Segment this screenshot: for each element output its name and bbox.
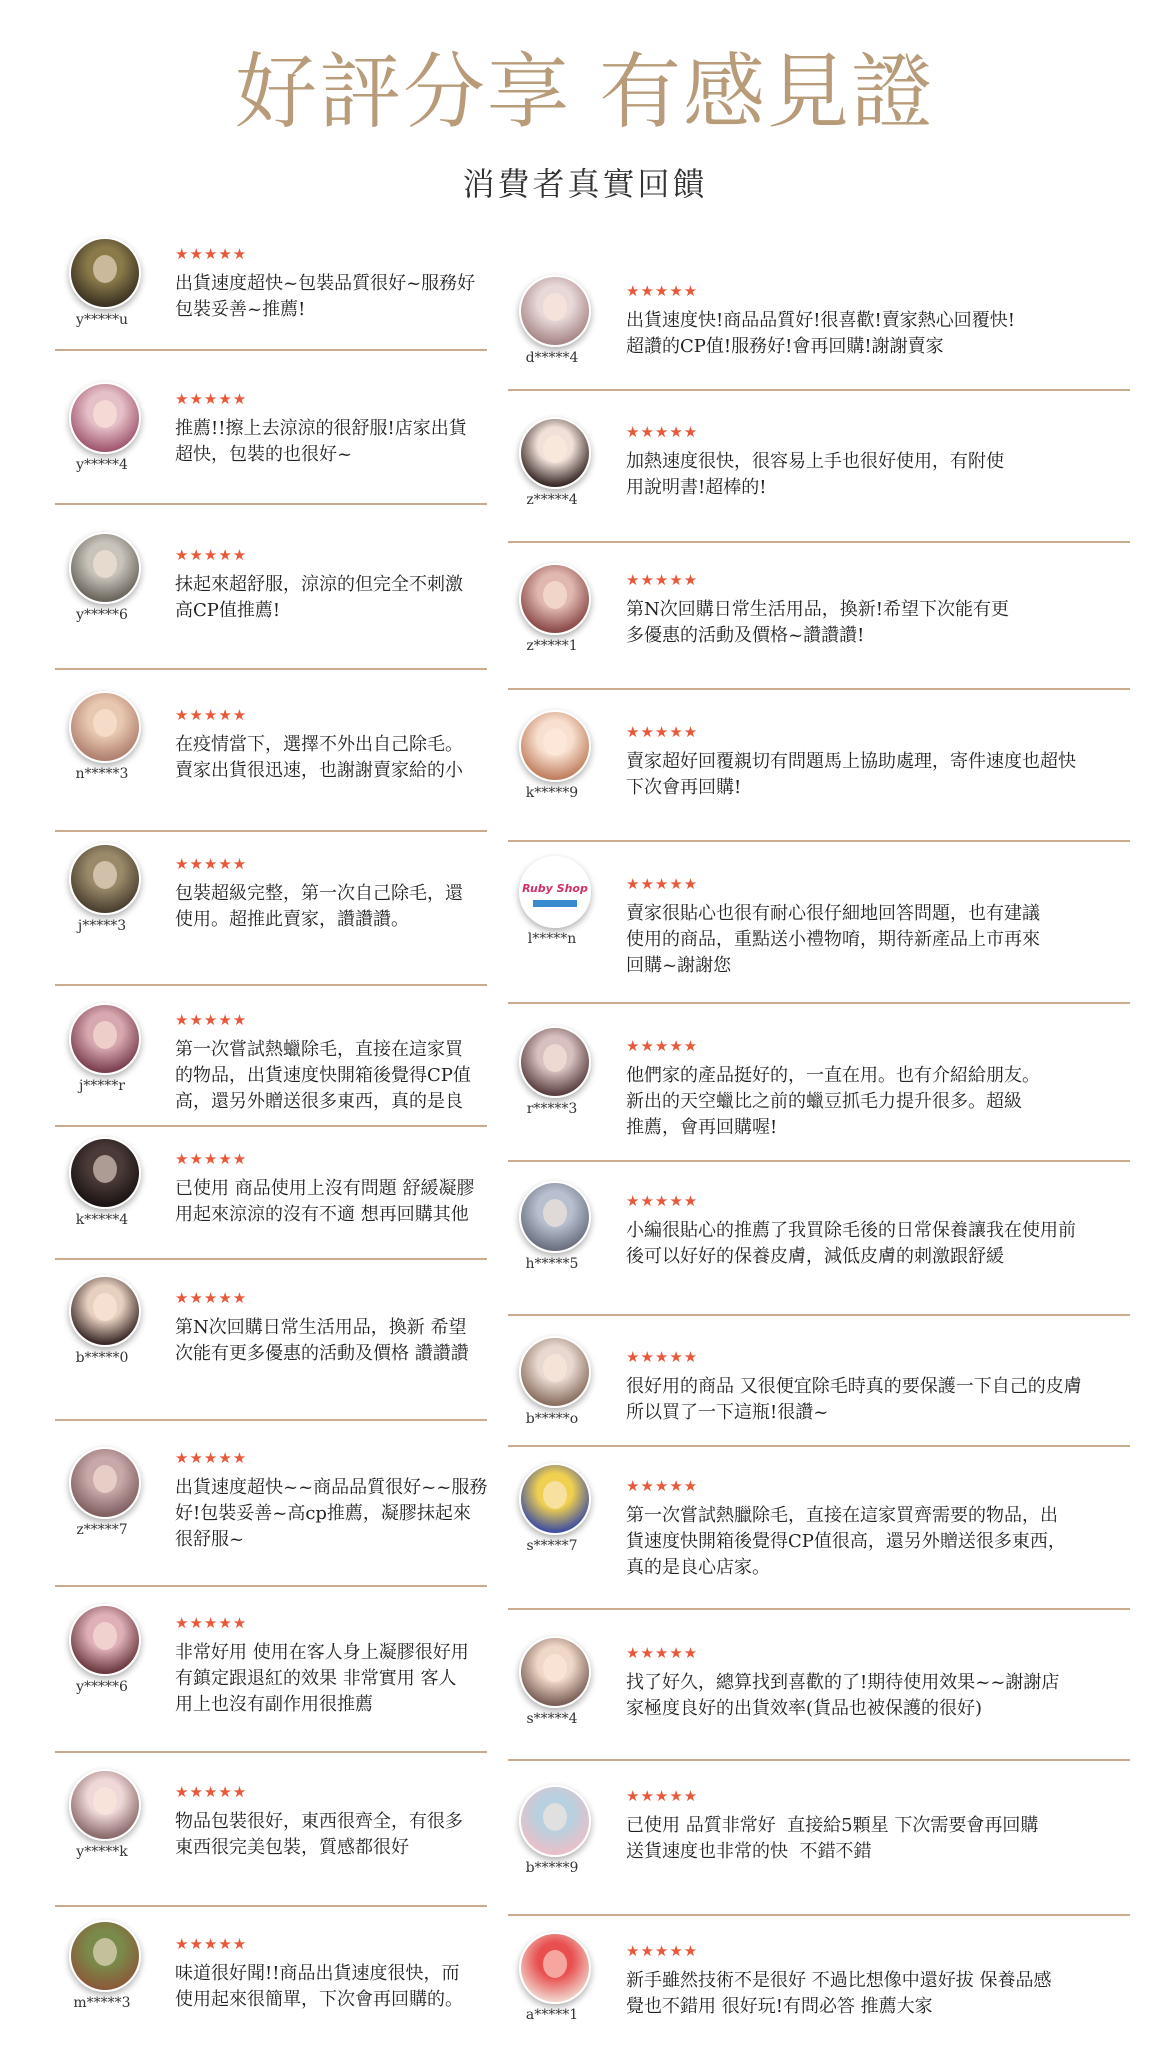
portrait-shape <box>543 435 567 463</box>
user-avatar-icon <box>521 565 589 633</box>
user-avatar-icon <box>521 1465 589 1533</box>
avatar <box>69 1003 141 1075</box>
avatar <box>519 710 591 782</box>
avatar <box>69 237 141 309</box>
avatar <box>69 1137 141 1209</box>
star-rating: ★★★★★ <box>626 723 699 741</box>
star-rating: ★★★★★ <box>626 1037 699 1055</box>
portrait-shape <box>543 1354 567 1382</box>
review-text-line: 新手雖然技術不是很好 不過比想像中還好拔 保養品感 <box>626 1970 1052 1991</box>
review-text-line: 新出的天空蠟比之前的蠟豆抓毛力提升很多。超級 <box>626 1091 1022 1112</box>
portrait-shape <box>543 1950 567 1978</box>
user-avatar-icon <box>71 1005 139 1073</box>
review-card <box>508 1761 1130 1916</box>
avatar <box>69 1275 141 1347</box>
review-card <box>508 1162 1130 1316</box>
review-text-line: 所以買了一下這瓶!很讚~ <box>626 1402 829 1423</box>
avatar <box>519 1785 591 1857</box>
star-rating: ★★★★★ <box>175 1935 248 1953</box>
reviewer-name: b*****o <box>525 1411 579 1427</box>
user-avatar-icon <box>71 693 139 761</box>
star-rating: ★★★★★ <box>626 1348 699 1366</box>
review-card <box>55 832 487 986</box>
star-rating: ★★★★★ <box>175 1449 248 1467</box>
review-text-line: 包裝超級完整，第一次自己除毛，還 <box>175 883 463 904</box>
review-text-line: 用上也沒有副作用很推薦 <box>175 1694 373 1715</box>
review-text-line: 東西很完美包裝，質感都很好 <box>175 1837 409 1858</box>
review-text-line: 超讚的CP值!服務好!會再回購!謝謝賣家 <box>626 336 944 357</box>
reviewer-name: s*****4 <box>526 1711 578 1727</box>
review-text-line: 高CP值推薦! <box>175 600 281 621</box>
review-text-line: 用說明書!超棒的! <box>626 477 767 498</box>
portrait-shape <box>93 400 117 428</box>
reviewer-name: j*****r <box>78 1078 126 1094</box>
star-rating: ★★★★★ <box>175 245 248 263</box>
portrait-shape <box>543 728 567 756</box>
review-text-line: 多優惠的活動及價格~讚讚讚! <box>626 625 865 646</box>
review-text-line: 小編很貼心的推薦了我買除毛後的日常保養讓我在使用前 <box>626 1220 1076 1241</box>
review-card <box>55 225 487 351</box>
user-avatar-icon <box>521 858 589 926</box>
review-text-line: 第一次嘗試熱臘除毛，直接在這家買齊需要的物品，出 <box>626 1505 1058 1526</box>
review-divider <box>55 349 487 351</box>
review-text-line: 好!包裝妥善~高cp推薦，凝膠抹起來 <box>175 1503 471 1524</box>
avatar <box>69 532 141 604</box>
review-card <box>55 1753 487 1907</box>
reviewer-name: s*****7 <box>526 1538 578 1554</box>
review-text-line: 真的是良心店家。 <box>626 1557 770 1578</box>
portrait-shape <box>543 1654 567 1682</box>
user-avatar-icon <box>521 712 589 780</box>
review-card <box>508 1447 1130 1610</box>
avatar <box>69 843 141 915</box>
review-text-line: 已使用 商品使用上沒有問題 舒緩凝膠 <box>175 1178 475 1199</box>
review-text-line: 已使用 品質非常好 直接給5顆星 下次需要會再回購 <box>626 1815 1039 1836</box>
review-text-line: 出貨速度超快~包裝品質很好~服務好 <box>175 273 476 294</box>
avatar <box>519 1932 591 2004</box>
review-card <box>55 1587 487 1753</box>
star-rating: ★★★★★ <box>626 1787 699 1805</box>
user-avatar-icon <box>521 1787 589 1855</box>
avatar <box>69 1769 141 1841</box>
review-divider <box>55 668 487 670</box>
review-text-line: 找了好久，總算找到喜歡的了!期待使用效果~~謝謝店 <box>626 1672 1060 1693</box>
portrait-shape <box>543 1481 567 1509</box>
review-text-line: 賣家超好回覆親切有問題馬上協助處理，寄件速度也超快 <box>626 751 1076 772</box>
review-text-line: 家極度良好的出貨效率(貨品也被保護的很好) <box>626 1698 983 1719</box>
review-text-line: 賣家出貨很迅速，也謝謝賣家給的小 <box>175 760 463 781</box>
avatar <box>69 1604 141 1676</box>
portrait-shape <box>543 293 567 321</box>
star-rating: ★★★★★ <box>626 1192 699 1210</box>
review-text-line: 推薦，會再回購喔! <box>626 1117 778 1138</box>
review-text-line: 加熱速度很快，很容易上手也很好使用，有附使 <box>626 451 1004 472</box>
page-title: 好評分享 有感見證 <box>234 45 936 140</box>
review-text-line: 第N次回購日常生活用品，換新!希望下次能有更 <box>626 599 1009 620</box>
review-text-line: 味道很好聞!!商品出貨速度很快，而 <box>175 1963 460 1984</box>
page-subtitle: 消費者真實回饋 <box>462 165 708 203</box>
review-text-line: 包裝妥善~推薦! <box>175 299 306 320</box>
reviewer-name: d*****4 <box>525 350 579 366</box>
portrait-shape <box>543 1199 567 1227</box>
user-avatar-icon <box>521 1183 589 1251</box>
user-avatar-icon <box>71 534 139 602</box>
reviewer-name: k*****4 <box>75 1212 129 1228</box>
star-rating: ★★★★★ <box>626 1942 699 1960</box>
review-text-line: 下次會再回購! <box>626 777 742 798</box>
review-text-line: 送貨速度也非常的快 不錯不錯 <box>626 1841 872 1862</box>
review-text-line: 使用起來很簡單，下次會再回購的。 <box>175 1989 463 2010</box>
review-text-line: 次能有更多優惠的活動及價格 讚讚讚 <box>175 1343 469 1364</box>
star-rating: ★★★★★ <box>175 1614 248 1632</box>
left-review-column <box>55 225 487 2058</box>
avatar <box>519 563 591 635</box>
review-text-line: 出貨速度超快~~商品品質很好~~服務 <box>175 1477 487 1498</box>
reviewer-name: a*****1 <box>525 2007 579 2023</box>
reviewer-name: y*****u <box>76 312 128 328</box>
review-card <box>55 1907 487 2058</box>
portrait-shape <box>93 861 117 889</box>
review-card <box>508 1316 1130 1447</box>
reviewer-name: b*****9 <box>525 1860 579 1876</box>
avatar <box>519 417 591 489</box>
reviewer-name: k*****9 <box>525 785 579 801</box>
portrait-shape <box>93 709 117 737</box>
review-text-line: 物品包裝很好，東西很齊全，有很多 <box>175 1811 463 1832</box>
avatar <box>519 1026 591 1098</box>
star-rating: ★★★★★ <box>626 1644 699 1662</box>
user-avatar-icon <box>71 1922 139 1990</box>
review-text-line: 很好用的商品 又很便宜除毛時真的要保護一下自己的皮膚 <box>626 1376 1082 1397</box>
star-rating: ★★★★★ <box>175 1289 248 1307</box>
reviewer-name: j*****3 <box>77 918 127 934</box>
review-text-line: 用起來涼涼的沒有不適 想再回購其他 <box>175 1204 469 1225</box>
user-avatar-icon <box>71 1277 139 1345</box>
portrait-shape <box>93 1465 117 1493</box>
review-text-line: 在疫情當下，選擇不外出自己除毛。 <box>175 734 463 755</box>
user-avatar-icon <box>71 384 139 452</box>
reviewer-name: n*****3 <box>75 766 129 782</box>
portrait-shape <box>93 550 117 578</box>
review-card <box>55 1127 487 1260</box>
user-avatar-icon <box>71 1771 139 1839</box>
portrait-shape <box>93 1293 117 1321</box>
reviewer-name: z*****7 <box>76 1522 128 1538</box>
review-card <box>55 678 487 832</box>
review-text-line: 後可以好好的保養皮膚，減低皮膚的刺激跟舒緩 <box>626 1246 1004 1267</box>
user-avatar-icon <box>521 1338 589 1406</box>
star-rating: ★★★★★ <box>626 423 699 441</box>
avatar <box>69 382 141 454</box>
review-card <box>508 1610 1130 1761</box>
avatar <box>519 1336 591 1408</box>
avatar <box>69 1447 141 1519</box>
review-card <box>508 391 1130 543</box>
star-rating: ★★★★★ <box>175 1011 248 1029</box>
user-avatar-icon <box>71 1449 139 1517</box>
reviewer-name: h*****5 <box>525 1256 579 1272</box>
user-avatar-icon <box>521 1028 589 1096</box>
portrait-shape <box>93 1938 117 1966</box>
reviewer-name: l*****n <box>527 931 577 947</box>
user-avatar-icon <box>521 1638 589 1706</box>
user-avatar-icon <box>71 1606 139 1674</box>
review-text-line: 使用的商品，重點送小禮物唷，期待新產品上市再來 <box>626 929 1040 950</box>
star-rating: ★★★★★ <box>175 855 248 873</box>
avatar <box>519 856 591 928</box>
user-avatar-icon <box>521 1934 589 2002</box>
review-card <box>55 365 487 505</box>
portrait-shape <box>543 1803 567 1831</box>
review-card <box>55 515 487 670</box>
star-rating: ★★★★★ <box>626 875 699 893</box>
star-rating: ★★★★★ <box>175 706 248 724</box>
avatar <box>69 691 141 763</box>
user-avatar-icon <box>71 239 139 307</box>
review-text-line: 有鎮定跟退紅的效果 非常實用 客人 <box>175 1668 457 1689</box>
right-review-column <box>508 262 1130 2058</box>
shop-logo: Ruby Shop <box>522 882 588 895</box>
reviewer-name: y*****4 <box>76 457 128 473</box>
portrait-shape <box>93 1155 117 1183</box>
review-card <box>508 1004 1130 1162</box>
reviewer-name: y*****6 <box>76 607 128 623</box>
review-divider <box>55 503 487 505</box>
review-text-line: 使用。超推此賣家，讚讚讚。 <box>175 909 409 930</box>
review-text-line: 的物品，出貨速度快開箱後覺得CP值 <box>175 1065 471 1086</box>
reviewer-name: y*****k <box>76 1844 128 1860</box>
reviewer-name: b*****0 <box>75 1350 129 1366</box>
star-rating: ★★★★★ <box>175 1783 248 1801</box>
avatar <box>519 1463 591 1535</box>
avatar <box>519 1636 591 1708</box>
portrait-shape <box>93 1787 117 1815</box>
reviewer-name: r*****3 <box>526 1101 578 1117</box>
review-card <box>508 1916 1130 2058</box>
avatar <box>519 1181 591 1253</box>
shop-logo-bar <box>533 900 577 907</box>
star-rating: ★★★★★ <box>626 1477 699 1495</box>
review-card <box>55 986 487 1127</box>
review-text-line: 出貨速度快!商品品質好!很喜歡!賣家熱心回覆快! <box>626 310 1015 331</box>
review-text-line: 覺也不錯用 很好玩!有問必答 推薦大家 <box>626 1996 933 2017</box>
review-text-line: 貨速度快開箱後覺得CP值很高，還另外贈送很多東西， <box>626 1531 1066 1552</box>
review-text-line: 超快，包裝的也很好~ <box>175 444 353 465</box>
review-text-line: 非常好用 使用在客人身上凝膠很好用 <box>175 1642 469 1663</box>
user-avatar-icon <box>71 845 139 913</box>
review-card <box>508 262 1130 391</box>
review-text-line: 很舒服~ <box>175 1529 245 1550</box>
star-rating: ★★★★★ <box>175 1150 248 1168</box>
portrait-shape <box>93 1021 117 1049</box>
review-card <box>55 1260 487 1421</box>
review-text-line: 抹起來超舒服，涼涼的但完全不刺激 <box>175 574 463 595</box>
portrait-shape <box>543 581 567 609</box>
avatar <box>69 1920 141 1992</box>
reviewer-name: z*****4 <box>526 492 578 508</box>
review-text-line: 第一次嘗試熱蠟除毛，直接在這家買 <box>175 1039 463 1060</box>
star-rating: ★★★★★ <box>175 546 248 564</box>
avatar <box>519 275 591 347</box>
review-text-line: 賣家很貼心也很有耐心很仔細地回答問題，也有建議 <box>626 903 1040 924</box>
star-rating: ★★★★★ <box>626 571 699 589</box>
reviewer-name: y*****6 <box>76 1679 128 1695</box>
review-card <box>508 842 1130 1004</box>
review-text-line: 推薦!!擦上去涼涼的很舒服!店家出貨 <box>175 418 467 439</box>
review-card <box>55 1421 487 1587</box>
user-avatar-icon <box>521 277 589 345</box>
review-text-line: 高，還另外贈送很多東西，真的是良 <box>175 1091 463 1112</box>
reviewer-name: m*****3 <box>73 1995 131 2011</box>
star-rating: ★★★★★ <box>175 390 248 408</box>
review-card <box>508 543 1130 690</box>
review-text-line: 第N次回購日常生活用品，換新 希望 <box>175 1317 467 1338</box>
user-avatar-icon <box>521 419 589 487</box>
portrait-shape <box>543 1044 567 1072</box>
portrait-shape <box>93 255 117 283</box>
star-rating: ★★★★★ <box>626 282 699 300</box>
review-card <box>508 690 1130 842</box>
review-text-line: 他們家的產品挺好的，一直在用。也有介紹給朋友。 <box>626 1065 1040 1086</box>
review-text-line: 回購~謝謝您 <box>626 955 732 976</box>
portrait-shape <box>93 1622 117 1650</box>
user-avatar-icon <box>71 1139 139 1207</box>
reviewer-name: z*****1 <box>526 638 578 654</box>
